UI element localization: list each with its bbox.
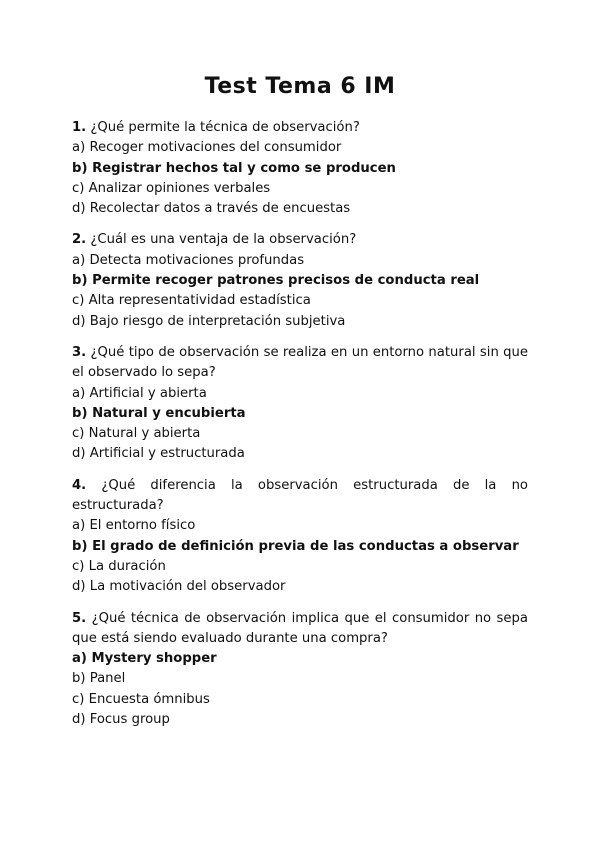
document-title: Test Tema 6 IM [204,74,396,99]
question-text: 4. ¿Qué diferencia la observación estructurada de la no estructurada? [72,477,528,514]
option-a: a) Detecta motivaciones profundas [72,252,305,268]
option-a: a) El entorno físico [72,518,196,534]
option-b: b) Panel [72,671,126,687]
option-b-correct: b) Registrar hechos tal y como se producen [72,160,396,176]
question-text: 5. ¿Qué técnica de observación implica que el consumidor no sepa que está siendo evaluado durante una compra? [72,610,528,646]
question-number: 3. [72,344,87,360]
option-d: d) La motivación del observador [72,579,286,595]
option-d: d) Focus group [72,712,170,728]
option-b-correct: b) Permite recoger patrones precisos de conducta real [72,273,480,289]
option-c: c) La duración [72,558,166,574]
question-text: 3. ¿Qué tipo de observación se realiza en un entorno natural sin que el observado lo sepa? [72,344,528,381]
question-number: 5. [72,610,87,626]
question-1 [72,118,528,219]
option-b-correct: b) Natural y encubierta [72,405,246,421]
question-number: 2. [72,232,87,248]
option-c: c) Encuesta ómnibus [72,691,210,707]
question-3 [72,343,528,465]
option-a-correct: a) Mystery shopper [72,651,217,667]
option-c: c) Natural y abierta [72,426,201,442]
question-list [72,118,528,741]
option-a: a) Artificial y abierta [72,385,207,401]
question-5 [72,609,528,731]
question-number: 4. [72,477,87,493]
option-d: d) Bajo riesgo de interpretación subjetiva [72,313,346,329]
option-c: c) Alta representatividad estadística [72,293,311,309]
question-number: 1. [72,120,87,135]
question-text: 1. ¿Qué permite la técnica de observación? [72,120,360,135]
question-4 [72,476,528,598]
option-a: a) Recoger motivaciones del consumidor [72,140,342,156]
question-text: 2. ¿Cuál es una ventaja de la observación? [72,232,357,248]
option-d: d) Artificial y estructurada [72,446,245,462]
option-b-correct: b) El grado de definición previa de las conductas a observar [72,538,519,554]
question-2 [72,230,528,331]
option-d: d) Recolectar datos a través de encuestas [72,201,351,217]
option-c: c) Analizar opiniones verbales [72,180,271,196]
